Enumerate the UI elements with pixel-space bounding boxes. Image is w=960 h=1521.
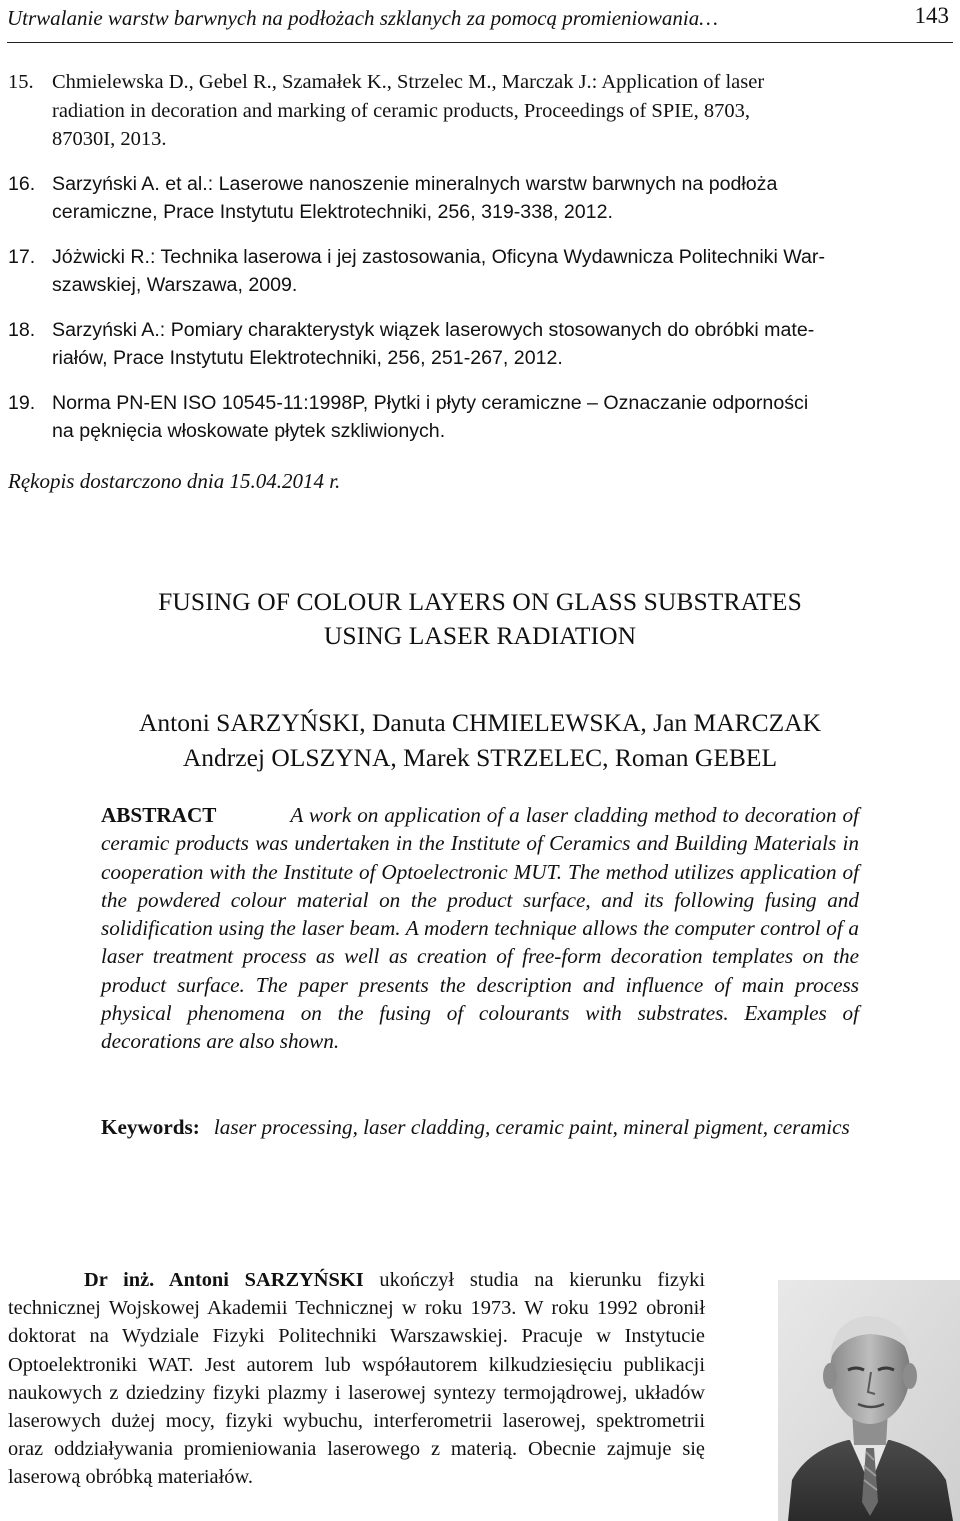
reference-line [8,68,952,97]
reference-item [8,68,952,154]
authors-line: Andrzej OLSZYNA, Marek STRZELEC, Roman GEBEL [182,743,778,772]
reference-line: ceramiczne, Prace Instytutu Elektrotechniki, 256, 319-338, 2012. [52,201,613,223]
reference-line [8,316,952,345]
reference-line: 87030I, 2013. [52,128,167,150]
reference-text: Jóżwicki R.: Technika laserowa i jej zastosowania, Oficyna Wydawnicza Politechniki War- [52,245,825,268]
bio-text: ukończył studia na kierunku fizyki technicznej Wojskowej Akademii Technicznej w roku 1973. W roku 1992 obronił doktorat na Wydziale Fizyki Politechniki Warszawskiej. Pracuje w Instytucie Optoelektroniki WAT. Jest autorem lub współautorem kilkudziesięciu publikacji naukowych z dziedziny fizyki plazmy i laserowej syntezy termojądrowej, układów laserowych dużej mocy, fizyki wybuchu, interferometrii laserowej, spektrometrii oraz oddziaływania promieniowania laserowego z materią. Obecnie zajmuje się laserową obróbką materiałów. [8,1269,705,1489]
reference-item [8,316,952,373]
abstract-text: A work on application of a laser cladding method to decoration of ceramic products was undertaken in the Institute of Ceramics and Building Materials in cooperation with the Institute of Optoelectronic MUT. The method utilizes application of the powdered colour material on the product surface, and its following fusing and solidification using the laser beam. A modern technique allows the computer control of a laser treatment process as well as creation of free-form decoration templates on the product surface. The paper presents the description and influence of main process physical phenomena on the fusing of colourants with substrates. Examples of decorations are also shown. [101,803,859,1054]
author-list [0,705,960,775]
reference-item [8,243,952,300]
abstract [101,801,859,1056]
keywords-text: laser processing, laser cladding, ceramic paint, mineral pigment, ceramics [213,1115,850,1139]
author-biography [8,1266,705,1492]
reference-line [8,170,952,199]
page-number: 143 [914,3,949,28]
keywords-label: Keywords: [101,1115,200,1139]
title-line: USING LASER RADIATION [323,621,637,650]
reference-number: 16. [8,172,36,195]
running-header [7,2,953,43]
running-title: Utrwalanie warstw barwnych na podłożach szklanych za pomocą promieniowania… [7,6,718,30]
reference-line [8,243,952,272]
reference-item [8,170,952,227]
reference-text: Chmielewska D., Gebel R., Szamałek K., Strzelec M., Marczak J.: Application of laser [52,71,765,93]
keywords [101,1113,861,1141]
reference-item [8,389,952,446]
reference-line: szawskiej, Warszawa, 2009. [52,274,298,296]
reference-line [8,389,952,418]
author-portrait-photo [778,1280,960,1521]
reference-number: 18. [8,318,36,341]
reference-number: 15. [8,71,34,93]
title-line: FUSING OF COLOUR LAYERS ON GLASS SUBSTRATES [158,587,802,616]
authors-line: Antoni SARZYŃSKI, Danuta CHMIELEWSKA, Jan MARCZAK [138,708,822,737]
bio-author-name: Dr inż. Antoni SARZYŃSKI [84,1269,364,1291]
manuscript-received-note: Rękopis dostarczono dnia 15.04.2014 r. [8,469,341,493]
reference-list [8,68,952,462]
abstract-label: ABSTRACT [101,803,217,827]
reference-line: na pęknięcia włoskowate płytek szkliwionych. [52,420,446,442]
reference-text: Sarzyński A.: Pomiary charakterystyk wiązek laserowych stosowanych do obróbki mate- [52,318,815,341]
reference-number: 19. [8,391,36,414]
reference-text: Norma PN-EN ISO 10545-11:1998P, Płytki i płyty ceramiczne – Oznaczanie odporności [52,391,809,414]
article-title [0,585,960,653]
reference-line: riałów, Prace Instytutu Elektrotechniki, 256, 251-267, 2012. [52,347,563,369]
reference-number: 17. [8,245,36,268]
reference-text: Sarzyński A. et al.: Laserowe nanoszenie mineralnych warstw barwnych na podłoża [52,172,778,195]
reference-line: radiation in decoration and marking of ceramic products, Proceedings of SPIE, 8703, [52,99,750,122]
